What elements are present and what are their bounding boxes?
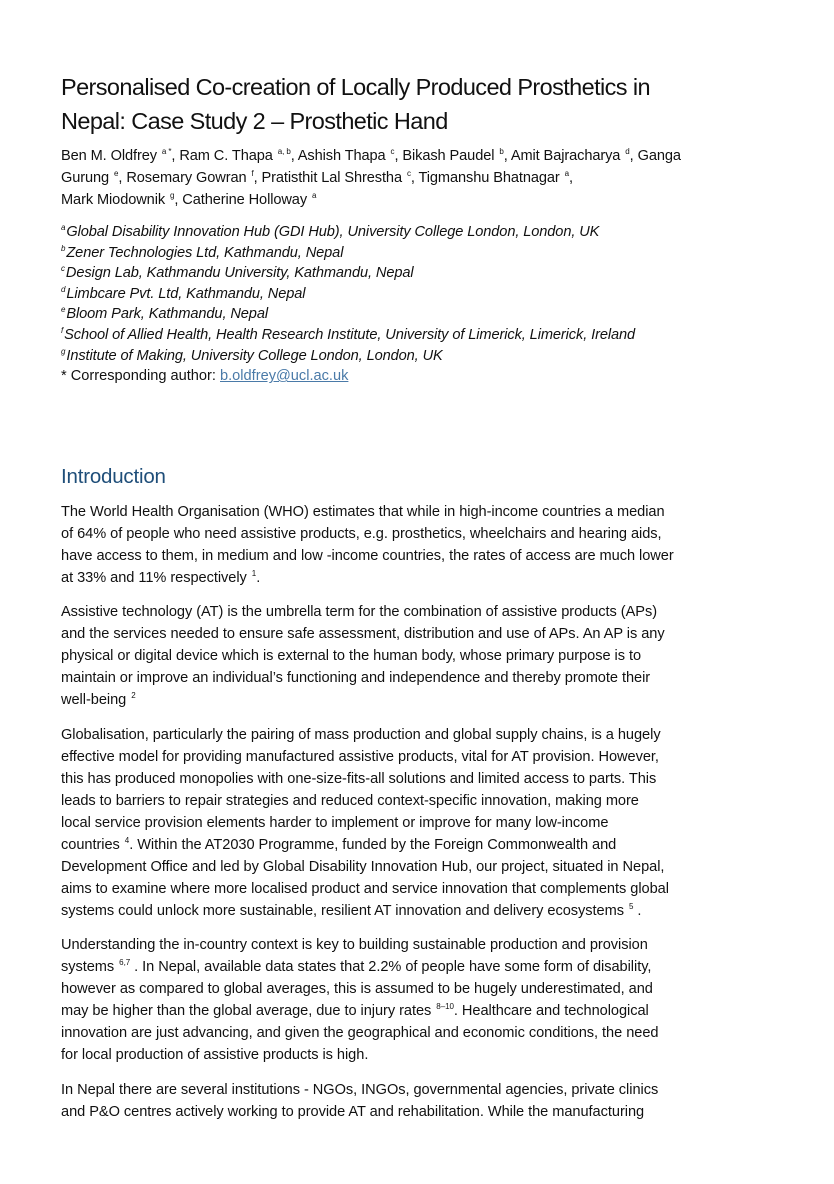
paragraph-line — [61, 645, 751, 667]
text-run: systems could unlock more sustainable, resilient AT innovation and delivery ecosystems — [61, 902, 628, 919]
author-affiliation-marker: e — [114, 169, 119, 178]
citation-marker: 5 — [628, 901, 634, 911]
text-run: Understanding the in-country context is key to building sustainable production and provision — [61, 937, 648, 954]
text-run: effective model for providing manufactured assistive products, vital for AT provision. However, — [61, 748, 659, 765]
author-separator: , — [118, 170, 127, 186]
paragraph-line — [61, 623, 751, 645]
title-line: Personalised Co-creation of Locally Produced Prosthetics in — [61, 74, 650, 100]
author-affiliation-marker: b — [499, 147, 504, 156]
author-name: Ashish Thapa — [297, 148, 386, 164]
author-name: Ram C. Thapa — [179, 148, 273, 164]
author-name: Ben M. Oldfrey — [61, 148, 157, 164]
text-run: this has produced monopolies with one-size-fits-all solutions and limited access to parts. This — [61, 770, 657, 787]
affiliation-text: Limbcare Pvt. Ltd, Kathmandu, Nepal — [66, 285, 306, 302]
citation-marker: 6,7 — [119, 958, 131, 968]
affiliation-text: Global Disability Innovation Hub (GDI Hub), University College London, London, UK — [66, 224, 600, 240]
author — [61, 192, 182, 208]
corresponding-label: * Corresponding author: — [61, 368, 221, 385]
affiliation-list — [61, 222, 751, 387]
affiliation-key: f — [61, 325, 64, 335]
body-paragraph — [61, 1079, 751, 1123]
author-separator: , — [503, 148, 511, 164]
author-affiliation-marker: a * — [161, 147, 172, 156]
citation-marker: 2 — [131, 691, 136, 701]
author — [511, 148, 638, 164]
author-line — [61, 145, 751, 167]
author — [61, 148, 179, 164]
affiliation-item — [61, 325, 751, 346]
text-run: . Within the AT2030 Programme, funded by the Foreign Commonwealth and — [129, 836, 617, 853]
text-run: and P&O centres actively working to provide AT and rehabilitation. While the manufacturing — [61, 1103, 645, 1120]
affiliation-text: Institute of Making, University College London, London, UK — [66, 347, 443, 364]
paragraph-line — [61, 878, 751, 900]
author — [179, 148, 297, 164]
paragraph-line — [61, 746, 751, 768]
affiliation-key: a — [61, 223, 66, 232]
author-name: Bikash Paudel — [402, 148, 495, 164]
corresponding-email-link[interactable]: b.oldfrey@ucl.ac.uk — [220, 368, 349, 385]
text-run: physical or digital device which is external to the human body, whose primary purpose is to — [61, 648, 642, 665]
author — [638, 148, 681, 164]
affiliation-item — [61, 346, 751, 367]
affiliation-key: g — [61, 346, 66, 356]
author — [61, 170, 126, 186]
author-separator: , — [410, 170, 419, 186]
paragraph-line — [61, 667, 751, 689]
author-affiliation-marker: c — [406, 169, 411, 178]
author-name: Catherine Holloway — [182, 192, 308, 208]
author-list — [61, 145, 751, 211]
paragraph-line — [61, 724, 751, 746]
author-separator: , — [394, 148, 403, 164]
author-separator: , — [174, 192, 183, 208]
affiliation-text: Design Lab, Kathmandu University, Kathmandu, Nepal — [65, 265, 414, 282]
author-name: Amit Bajracharya — [510, 148, 621, 164]
text-run: . — [256, 569, 261, 586]
citation-marker: 1 — [251, 568, 257, 578]
text-run: leads to barriers to repair strategies and reduced context-specific innovation, making more — [61, 792, 639, 809]
author — [419, 170, 573, 186]
section-heading-introduction: Introduction — [61, 464, 166, 488]
author-affiliation-marker: a, b — [277, 147, 291, 156]
author-name: Rosemary Gowran — [126, 170, 247, 186]
author-separator: , — [568, 170, 573, 186]
paragraph-line — [61, 567, 751, 589]
paper-title — [61, 70, 751, 138]
affiliation-text: Bloom Park, Kathmandu, Nepal — [66, 306, 268, 323]
text-run: well-being — [61, 692, 131, 709]
author-name: Tigmanshu Bhatnagar — [418, 170, 560, 186]
text-run: . — [633, 902, 642, 919]
text-run: and the services needed to ensure safe assessment, distribution and use of APs. An AP is any — [61, 626, 665, 643]
paragraph-line — [61, 978, 751, 1000]
paragraph-line — [61, 501, 751, 523]
affiliation-text: Zener Technologies Ltd, Kathmandu, Nepal — [66, 244, 344, 261]
body-paragraph — [61, 724, 751, 922]
affiliation-key: b — [61, 243, 66, 253]
paragraph-line — [61, 689, 751, 711]
author-affiliation-marker: d — [625, 147, 630, 156]
author — [402, 148, 510, 164]
citation-marker: 4 — [124, 835, 130, 845]
text-run: local service provision elements harder to implement or improve for many low-income — [61, 814, 609, 831]
paragraph-line — [61, 523, 751, 545]
text-run: The World Health Organisation (WHO) estimates that while in high-income countries a median — [61, 503, 665, 520]
text-run: innovation are just advancing, and given the geographical and economic conditions, the need — [61, 1025, 659, 1042]
author-name: Pratisthit Lal Shrestha — [261, 170, 402, 186]
author-separator: , — [253, 170, 262, 186]
text-run: for local production of assistive products is high. — [61, 1047, 369, 1064]
paragraph-line — [61, 812, 751, 834]
paragraph-line — [61, 900, 751, 922]
text-run: systems — [61, 959, 119, 976]
author-line — [61, 189, 751, 211]
paragraph-line — [61, 834, 751, 856]
author-name: Mark Miodownik — [61, 192, 166, 208]
author-affiliation-marker: a — [312, 191, 317, 200]
text-run: In Nepal there are several institutions - NGOs, INGOs, governmental agencies, private clinics — [61, 1081, 659, 1098]
author-affiliation-marker: c — [390, 147, 395, 156]
text-run: . Healthcare and technological — [453, 1003, 649, 1020]
citation-marker: 8–10 — [436, 1002, 454, 1012]
paragraph-line — [61, 601, 751, 623]
text-run: Globalisation, particularly the pairing of mass production and global supply chains, is a hugely — [61, 726, 661, 743]
text-run: Development Office and led by Global Disability Innovation Hub, our project, situated in Nepal, — [61, 858, 665, 875]
author-affiliation-marker: f — [251, 169, 254, 178]
paragraph-line — [61, 1044, 751, 1066]
author-name: Gurung — [61, 170, 110, 186]
title-line: Nepal: Case Study 2 – Prosthetic Hand — [61, 108, 448, 134]
author-line — [61, 167, 751, 189]
corresponding-author — [61, 366, 751, 387]
paragraph-line — [61, 768, 751, 790]
affiliation-item — [61, 243, 751, 264]
paragraph-line — [61, 790, 751, 812]
body-paragraph — [61, 601, 751, 711]
author-separator: , — [290, 148, 298, 164]
affiliation-item — [61, 304, 751, 325]
author-name: Ganga — [637, 148, 681, 164]
affiliation-item — [61, 263, 751, 284]
text-run: . In Nepal, available data states that 2.2% of people have some form of disability, — [130, 959, 652, 976]
author — [298, 148, 403, 164]
affiliation-text: School of Allied Health, Health Research Institute, University of Limerick, Limerick, Ireland — [64, 326, 636, 343]
body-paragraph — [61, 934, 751, 1066]
text-run: countries — [61, 836, 124, 853]
paragraph-line — [61, 856, 751, 878]
text-run: maintain or improve an individual’s functioning and independence and thereby promote their — [61, 670, 651, 687]
author — [262, 170, 419, 186]
affiliation-key: c — [61, 264, 65, 274]
text-run: of 64% of people who need assistive products, e.g. prosthetics, wheelchairs and hearing aids, — [61, 525, 662, 542]
introduction-body — [61, 501, 751, 1123]
paragraph-line — [61, 1000, 751, 1022]
author-affiliation-marker: g — [170, 191, 175, 200]
author-separator: , — [171, 148, 180, 164]
text-run: have access to them, in medium and low -income countries, the rates of access are much lower — [61, 547, 674, 564]
paragraph-line — [61, 1101, 751, 1123]
text-run: at 33% and 11% respectively — [61, 569, 251, 586]
text-run: however as compared to global averages, this is assumed to be hugely underestimated, and — [61, 981, 653, 998]
paragraph-line — [61, 545, 751, 567]
paragraph-line — [61, 934, 751, 956]
body-paragraph — [61, 501, 751, 589]
author — [182, 192, 316, 208]
text-run: Assistive technology (AT) is the umbrella term for the combination of assistive products (APs) — [61, 604, 658, 621]
paragraph-line — [61, 1079, 751, 1101]
page-content — [61, 70, 751, 1135]
author — [126, 170, 261, 186]
affiliation-key: d — [61, 284, 66, 294]
author-separator: , — [629, 148, 638, 164]
author-affiliation-marker: a — [564, 169, 569, 178]
paragraph-line — [61, 1022, 751, 1044]
text-run: aims to examine where more localised product and service innovation that complements global — [61, 880, 669, 897]
paragraph-line — [61, 956, 751, 978]
text-run: may be higher than the global average, due to injury rates — [61, 1003, 436, 1020]
affiliation-item — [61, 222, 751, 243]
affiliation-item — [61, 284, 751, 305]
affiliation-key: e — [61, 305, 66, 315]
